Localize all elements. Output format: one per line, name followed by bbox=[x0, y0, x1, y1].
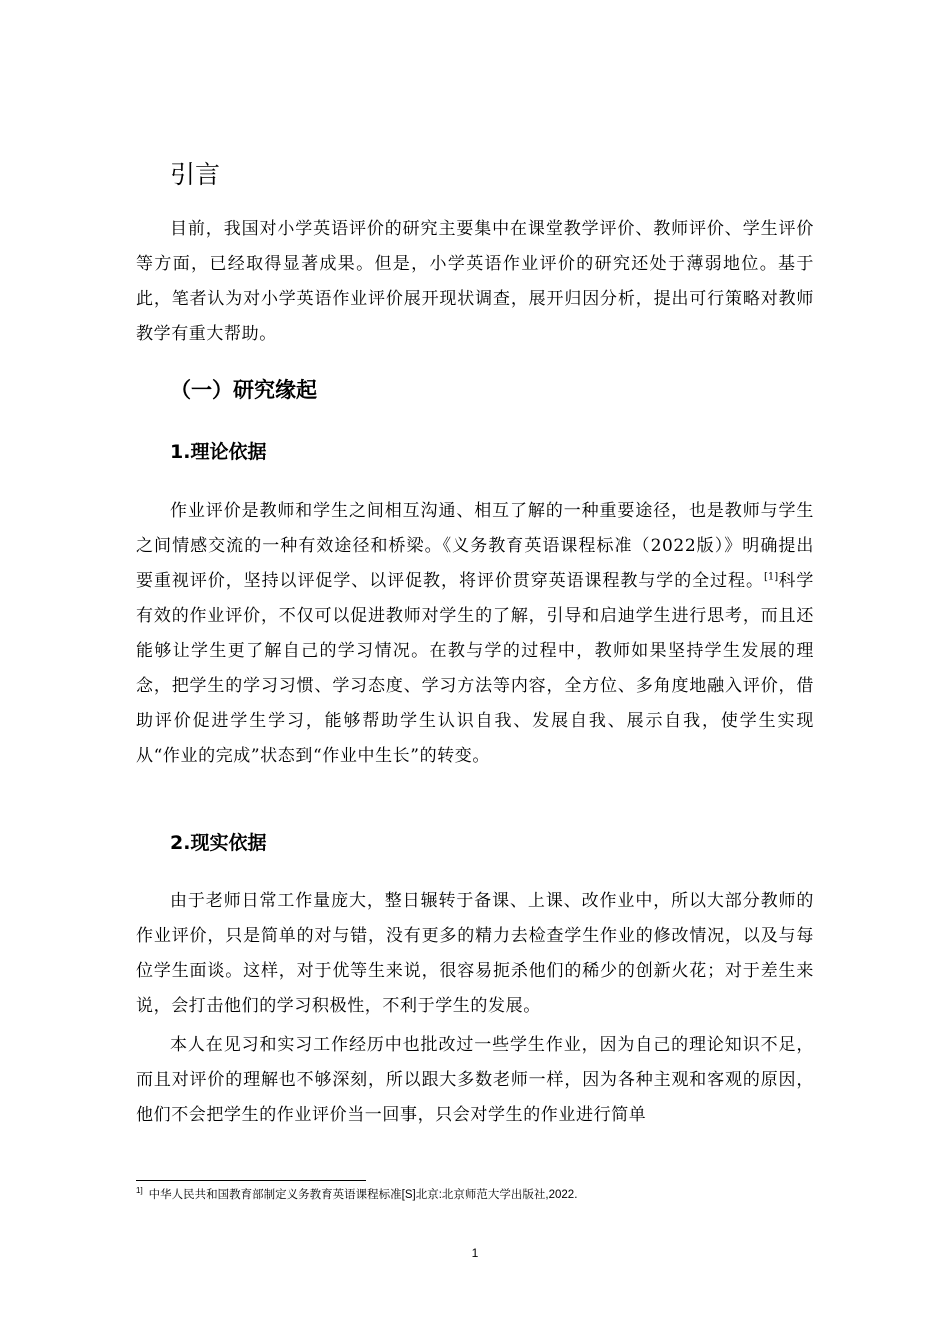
theoretical-basis-paragraph bbox=[136, 494, 814, 774]
theoretical-text-part2: 科学有效的作业评价，不仅可以促进教师对学生的了解，引导和启迪学生进行思考，而且还能够让学生更了解自己的学习情况。在教与学的过程中，教师如果坚持学生发展的理念，把学生的学习习惯、学习态度、学习方法等内容，全方位、多角度地融入评价，借助评价促进学生学习，能够帮助学生认识自我、发展自我、展示自我，使学生实现从“作业的完成”状态到“作业中生长”的转变。 bbox=[136, 571, 815, 766]
section-heading-research-origin: （一）研究缘起 bbox=[170, 378, 317, 402]
footnote-mark: 1] bbox=[136, 1186, 143, 1196]
footnote bbox=[136, 1186, 816, 1204]
footnote-text: 中华人民共和国教育部制定义务教育英语课程标准[S]北京:北京师范大学出版社,2022. bbox=[148, 1189, 578, 1201]
practical-basis-paragraph-1: 由于老师日常工作量庞大，整日辗转于备课、上课、改作业中，所以大部分教师的作业评价，只是简单的对与错，没有更多的精力去检查学生作业的修改情况，以及与每位学生面谈。这样，对于优等生来说，很容易扼杀他们的稀少的创新火花；对于差生来说，会打击他们的学习积极性，不利于学生的发展。 bbox=[136, 891, 814, 1016]
intro-title: 引言 bbox=[170, 160, 221, 189]
subheading-theoretical-basis: 1.理论依据 bbox=[170, 441, 267, 463]
page-number: 1 bbox=[471, 1246, 479, 1260]
theoretical-text-part1: 作业评价是教师和学生之间相互沟通、相互了解的一种重要途径，也是教师与学生之间情感交流的一种有效途径和桥梁。《义务教育英语课程标准（2022版）》明确提出要重视评价，坚持以评促学、以评促教，将评价贯穿英语课程教与学的全过程。 bbox=[136, 501, 814, 591]
subheading-practical-basis: 2.现实依据 bbox=[170, 832, 267, 854]
intro-paragraph: 目前，我国对小学英语评价的研究主要集中在课堂教学评价、教师评价、学生评价等方面，已经取得显著成果。但是，小学英语作业评价的研究还处于薄弱地位。基于此，笔者认为对小学英语作业评价展开现状调查，展开归因分析，提出可行策略对教师教学有重大帮助。 bbox=[136, 219, 814, 344]
citation-ref[interactable]: [1] bbox=[763, 571, 779, 583]
footnote-divider bbox=[136, 1180, 366, 1181]
practical-basis-paragraph-2: 本人在见习和实习工作经历中也批改过一些学生作业，因为自己的理论知识不足，而且对评价的理解也不够深刻，所以跟大多数老师一样，因为各种主观和客观的原因，他们不会把学生的作业评价当一回事，只会对学生的作业进行简单 bbox=[136, 1035, 814, 1125]
